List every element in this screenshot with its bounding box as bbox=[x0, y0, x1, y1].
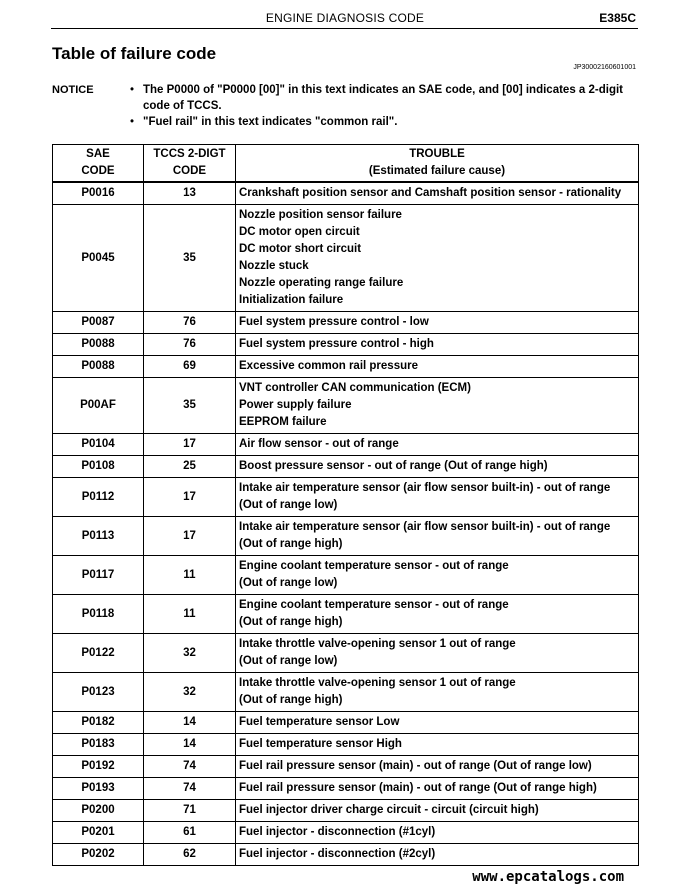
trouble-line: Fuel rail pressure sensor (main) - out of range (Out of range low) bbox=[239, 760, 592, 772]
trouble-cell bbox=[236, 673, 639, 712]
trouble-cell bbox=[236, 844, 639, 866]
table-row bbox=[53, 312, 639, 334]
trouble-line: Nozzle position sensor failure bbox=[239, 209, 402, 221]
table-row bbox=[53, 556, 639, 595]
trouble-cell bbox=[236, 378, 639, 434]
sae-code-cell: P0122 bbox=[53, 634, 144, 673]
trouble-line: Fuel system pressure control - high bbox=[239, 338, 434, 350]
trouble-cell bbox=[236, 756, 639, 778]
trouble-line: Fuel temperature sensor Low bbox=[239, 716, 400, 728]
table-row bbox=[53, 712, 639, 734]
notice-item: • "Fuel rail" in this text indicates "common rail". bbox=[130, 114, 630, 130]
table-row bbox=[53, 456, 639, 478]
header-text: CODE bbox=[172, 165, 207, 177]
table-row bbox=[53, 673, 639, 712]
table-header-row bbox=[53, 145, 639, 183]
header-text: CODE bbox=[81, 165, 115, 177]
sae-code-cell: P0088 bbox=[53, 334, 144, 356]
trouble-line: Intake air temperature sensor (air flow sensor built-in) - out of range bbox=[239, 482, 611, 494]
sae-code-cell: P0045 bbox=[53, 205, 144, 312]
header-code: E385C bbox=[599, 11, 636, 25]
sae-code-cell: P0088 bbox=[53, 356, 144, 378]
trouble-line: (Out of range high) bbox=[239, 538, 343, 550]
table-row bbox=[53, 205, 639, 312]
trouble-line: Intake throttle valve-opening sensor 1 out of range bbox=[239, 677, 516, 689]
trouble-line: (Out of range low) bbox=[239, 577, 338, 589]
trouble-line: (Out of range high) bbox=[239, 694, 343, 706]
header-title: ENGINE DIAGNOSIS CODE bbox=[265, 11, 425, 25]
trouble-cell bbox=[236, 478, 639, 517]
sae-code-cell: P0201 bbox=[53, 822, 144, 844]
table-row bbox=[53, 378, 639, 434]
tccs-code-cell: 62 bbox=[144, 844, 236, 866]
trouble-line: Intake air temperature sensor (air flow sensor built-in) - out of range bbox=[239, 521, 611, 533]
column-header-trouble bbox=[236, 145, 639, 183]
tccs-code-cell: 71 bbox=[144, 800, 236, 822]
trouble-line: (Out of range low) bbox=[239, 499, 338, 511]
trouble-line: Engine coolant temperature sensor - out of range bbox=[239, 599, 509, 611]
trouble-cell bbox=[236, 778, 639, 800]
trouble-line: (Out of range high) bbox=[239, 616, 343, 628]
tccs-code-cell: 61 bbox=[144, 822, 236, 844]
trouble-cell bbox=[236, 734, 639, 756]
trouble-line: Air flow sensor - out of range bbox=[239, 438, 399, 450]
trouble-line: DC motor open circuit bbox=[239, 226, 360, 238]
sae-code-cell: P0118 bbox=[53, 595, 144, 634]
trouble-line: Crankshaft position sensor and Camshaft position sensor - rationality bbox=[239, 187, 622, 199]
sae-code-cell: P0108 bbox=[53, 456, 144, 478]
sae-code-cell: P0202 bbox=[53, 844, 144, 866]
sae-code-cell: P0016 bbox=[53, 182, 144, 205]
table-row bbox=[53, 356, 639, 378]
sae-code-cell: P0087 bbox=[53, 312, 144, 334]
tccs-code-cell: 17 bbox=[144, 478, 236, 517]
trouble-cell bbox=[236, 822, 639, 844]
table-row bbox=[53, 844, 639, 866]
sae-code-cell: P0182 bbox=[53, 712, 144, 734]
tccs-code-cell: 25 bbox=[144, 456, 236, 478]
sae-code-cell: P0104 bbox=[53, 434, 144, 456]
table-row bbox=[53, 595, 639, 634]
header-text: TROUBLE bbox=[409, 148, 465, 160]
page-title: Table of failure code bbox=[52, 44, 217, 63]
trouble-line: VNT controller CAN communication (ECM) bbox=[239, 382, 471, 394]
table-row bbox=[53, 756, 639, 778]
trouble-cell bbox=[236, 595, 639, 634]
column-header-tccs bbox=[144, 145, 236, 183]
failure-code-table bbox=[52, 144, 639, 866]
trouble-line: Excessive common rail pressure bbox=[239, 360, 418, 372]
sae-code-cell: P0193 bbox=[53, 778, 144, 800]
header-divider bbox=[51, 28, 638, 29]
tccs-code-cell: 74 bbox=[144, 778, 236, 800]
tccs-code-cell: 69 bbox=[144, 356, 236, 378]
tccs-code-cell: 76 bbox=[144, 334, 236, 356]
notice-list bbox=[130, 82, 630, 130]
tccs-code-cell: 17 bbox=[144, 434, 236, 456]
tccs-code-cell: 17 bbox=[144, 517, 236, 556]
trouble-line: Fuel injector - disconnection (#1cyl) bbox=[239, 826, 436, 838]
document-id: JP30002160601001 bbox=[573, 64, 636, 71]
trouble-line: Fuel injector driver charge circuit - circuit (circuit high) bbox=[239, 804, 539, 816]
table-row bbox=[53, 334, 639, 356]
tccs-code-cell: 14 bbox=[144, 734, 236, 756]
table-row bbox=[53, 478, 639, 517]
header-text: (Estimated failure cause) bbox=[368, 165, 506, 177]
table-row bbox=[53, 822, 639, 844]
tccs-code-cell: 74 bbox=[144, 756, 236, 778]
trouble-line: Initialization failure bbox=[239, 294, 344, 306]
watermark: www.epcatalogs.com bbox=[472, 869, 624, 885]
trouble-cell bbox=[236, 205, 639, 312]
trouble-line: Fuel injector - disconnection (#2cyl) bbox=[239, 848, 436, 860]
tccs-code-cell: 14 bbox=[144, 712, 236, 734]
trouble-cell bbox=[236, 434, 639, 456]
tccs-code-cell: 13 bbox=[144, 182, 236, 205]
trouble-cell bbox=[236, 312, 639, 334]
tccs-code-cell: 35 bbox=[144, 205, 236, 312]
trouble-cell bbox=[236, 634, 639, 673]
tccs-code-cell: 32 bbox=[144, 673, 236, 712]
trouble-line: Fuel system pressure control - low bbox=[239, 316, 429, 328]
sae-code-cell: P0112 bbox=[53, 478, 144, 517]
sae-code-cell: P0183 bbox=[53, 734, 144, 756]
tccs-code-cell: 11 bbox=[144, 595, 236, 634]
tccs-code-cell: 35 bbox=[144, 378, 236, 434]
table-row bbox=[53, 434, 639, 456]
trouble-line: EEPROM failure bbox=[239, 416, 327, 428]
tccs-code-cell: 76 bbox=[144, 312, 236, 334]
table-row bbox=[53, 517, 639, 556]
trouble-line: Nozzle operating range failure bbox=[239, 277, 404, 289]
trouble-line: Engine coolant temperature sensor - out of range bbox=[239, 560, 509, 572]
table-row bbox=[53, 800, 639, 822]
sae-code-cell: P00AF bbox=[53, 378, 144, 434]
table-row bbox=[53, 778, 639, 800]
trouble-line: Fuel temperature sensor High bbox=[239, 738, 402, 750]
header-text: TCCS 2-DIGT bbox=[153, 148, 226, 160]
trouble-cell bbox=[236, 456, 639, 478]
trouble-cell bbox=[236, 556, 639, 595]
sae-code-cell: P0117 bbox=[53, 556, 144, 595]
trouble-line: Nozzle stuck bbox=[239, 260, 309, 272]
sae-code-cell: P0200 bbox=[53, 800, 144, 822]
tccs-code-cell: 11 bbox=[144, 556, 236, 595]
header-text: SAE bbox=[86, 148, 110, 160]
trouble-line: Boost pressure sensor - out of range (Out of range high) bbox=[239, 460, 548, 472]
trouble-line: Power supply failure bbox=[239, 399, 352, 411]
trouble-cell bbox=[236, 182, 639, 205]
trouble-cell bbox=[236, 712, 639, 734]
notice-label: NOTICE bbox=[52, 84, 94, 96]
trouble-line: Intake throttle valve-opening sensor 1 out of range bbox=[239, 638, 516, 650]
notice-item: • The P0000 of "P0000 [00]" in this text indicates an SAE code, and [00] indicates a 2-digit code of TCCS. bbox=[130, 82, 630, 114]
trouble-line: (Out of range low) bbox=[239, 655, 338, 667]
table-row bbox=[53, 634, 639, 673]
sae-code-cell: P0123 bbox=[53, 673, 144, 712]
tccs-code-cell: 32 bbox=[144, 634, 236, 673]
trouble-cell bbox=[236, 517, 639, 556]
trouble-line: DC motor short circuit bbox=[239, 243, 362, 255]
sae-code-cell: P0113 bbox=[53, 517, 144, 556]
trouble-cell bbox=[236, 356, 639, 378]
trouble-cell bbox=[236, 800, 639, 822]
sae-code-cell: P0192 bbox=[53, 756, 144, 778]
table-row bbox=[53, 182, 639, 205]
column-header-sae bbox=[53, 145, 144, 183]
table-row bbox=[53, 734, 639, 756]
table-body bbox=[53, 182, 639, 866]
trouble-cell bbox=[236, 334, 639, 356]
trouble-line: Fuel rail pressure sensor (main) - out of range (Out of range high) bbox=[239, 782, 597, 794]
